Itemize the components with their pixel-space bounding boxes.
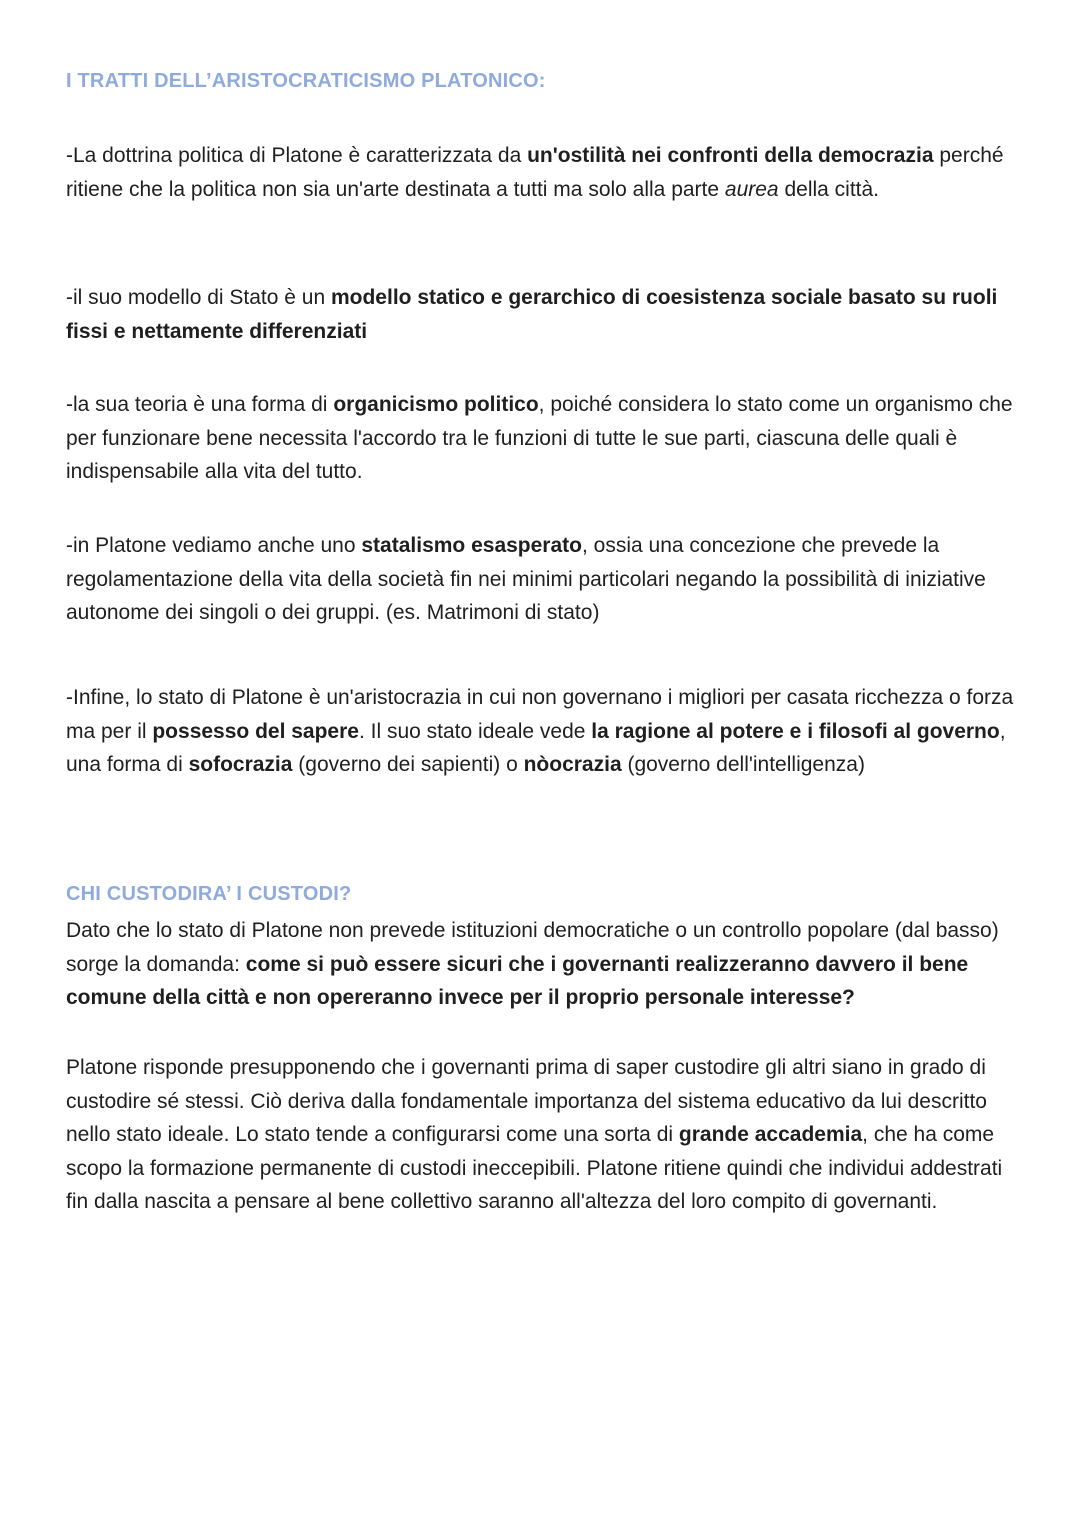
paragraph-organicismo: -la sua teoria è una forma di organicismo politico, poiché considera lo stato come un organismo che per funzionare bene necessita l'accordo tra le funzioni di tutte le sue parti, ciascuna delle quali è indispensabile alla vita del tutto. <box>66 393 1013 483</box>
paragraph-aristocrazia-sapere: -Infine, lo stato di Platone è un'aristocrazia in cui non governano i migliori per casata ricchezza o forza ma per il possesso del sapere. Il suo stato ideale vede la ragione al potere e i filosofi al governo, una forma di sofocrazia (governo dei sapienti) o nòocrazia (governo dell'intelligenza) <box>66 686 1014 776</box>
paragraph-modello-statico: -il suo modello di Stato è un modello statico e gerarchico di coesistenza sociale basato su ruoli fissi e nettamente differenziati <box>66 286 998 343</box>
paragraph-risposta-platone: Platone risponde presupponendo che i governanti prima di saper custodire gli altri siano in grado di custodire sé stessi. Ciò deriva dalla fondamentale importanza del sistema educativo da lui descritto nello stato ideale. Lo stato tende a configurarsi come una sorta di grande accademia, che ha come scopo la formazione permanente di custodi ineccepibili. Platone ritiene quindi che individui addestrati fin dalla nascita a pensare al bene collettivo saranno all'altezza del loro compito di governanti. <box>66 1056 1003 1213</box>
paragraph-ostilita-democrazia: -La dottrina politica di Platone è caratterizzata da un'ostilità nei confronti della democrazia perché ritiene che la politica non sia un'arte destinata a tutti ma solo alla parte aurea della città. <box>66 144 1004 201</box>
section-heading-custodi: CHI CUSTODIRA’ I CUSTODI? <box>66 883 352 905</box>
paragraph-statalismo: -in Platone vediamo anche uno statalismo esasperato, ossia una concezione che prevede la regolamentazione della vita della società fin nei minimi particolari negando la possibilità di iniziative autonome dei singoli o dei gruppi. (es. Matrimoni di stato) <box>66 534 986 624</box>
paragraph-domanda-custodi: Dato che lo stato di Platone non prevede istituzioni democratiche o un controllo popolare (dal basso) sorge la domanda: come si può essere sicuri che i governanti realizzeranno davvero il bene comune della città e non opereranno invece per il proprio personale interesse? <box>66 919 999 1009</box>
section-heading-aristocraticismo: I TRATTI DELL’ARISTOCRATICISMO PLATONICO: <box>66 70 546 92</box>
